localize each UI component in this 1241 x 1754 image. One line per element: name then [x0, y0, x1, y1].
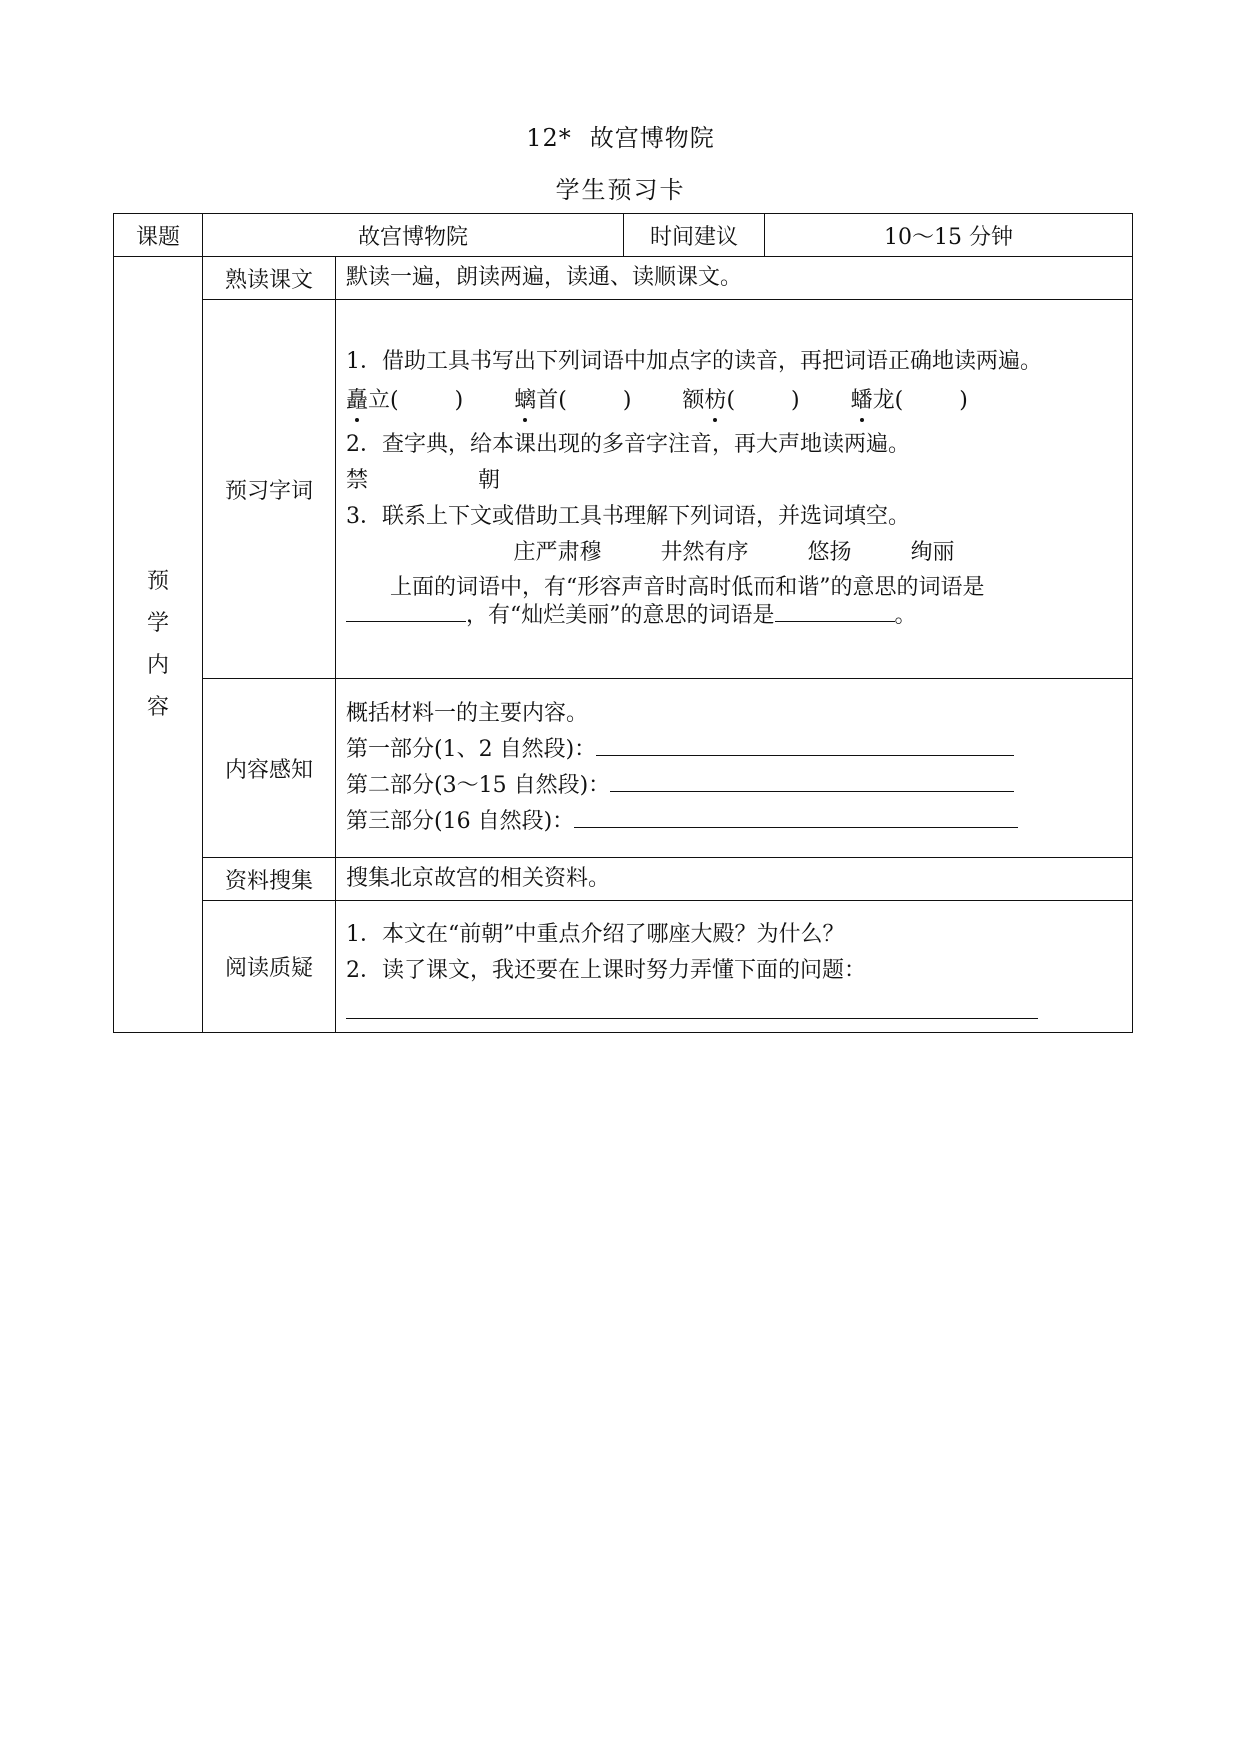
question-1: 1．本文在“前朝”中重点介绍了哪座大殿？为什么？	[346, 922, 845, 947]
close-paren: )	[959, 388, 968, 413]
part-label: 第二部分(3～15 自然段)：	[346, 773, 611, 798]
vocab-q1-words	[346, 386, 1122, 416]
vocab-q3: 3．联系上下文或借助工具书理解下列词语，并选词填空。	[346, 504, 910, 529]
topic-value: 故宫博物院	[203, 214, 624, 257]
content-label: 内容感知	[203, 679, 336, 858]
choice-word: 绚丽	[910, 540, 955, 565]
choice-word: 悠扬	[807, 540, 852, 565]
part-label: 第一部分(1、2 自然段)：	[346, 737, 597, 762]
topic-label: 课题	[114, 214, 203, 257]
close-paren: )	[622, 388, 632, 413]
content-body	[336, 679, 1133, 858]
content-row	[114, 679, 1133, 858]
preview-card-table	[113, 213, 1133, 1033]
word-rest: 龙(	[872, 388, 904, 413]
answer-line[interactable]	[346, 992, 1038, 1019]
section-label-char: 容	[146, 694, 169, 720]
close-paren: )	[791, 388, 800, 413]
close-paren: )	[454, 388, 464, 413]
reading-text: 默读一遍，朗读两遍，读通、读顺课文。	[336, 257, 1133, 300]
questions-body	[336, 901, 1133, 1033]
section-label-char: 预	[146, 568, 169, 594]
vocab-q2: 2．查字典，给本课出现的多音字注音，再大声地读两遍。	[346, 432, 910, 457]
vocab-q1: 1．借助工具书写出下列词语中加点字的读音，再把词语正确地读两遍。	[346, 349, 1042, 374]
vocab-content	[336, 300, 1133, 679]
lesson-title-text: 故宫博物院	[589, 124, 715, 152]
fill-blank[interactable]	[346, 603, 466, 622]
section-label-char: 内	[146, 652, 169, 678]
research-row	[114, 858, 1133, 901]
word-rest: 首(	[536, 388, 567, 413]
questions-row	[114, 901, 1133, 1033]
topic-row	[114, 214, 1133, 257]
content-part	[346, 771, 1122, 801]
word-item	[514, 386, 631, 416]
time-value: 10～15 分钟	[765, 214, 1133, 257]
time-label: 时间建议	[624, 214, 765, 257]
poly-char: 朝	[478, 468, 501, 493]
content-part	[346, 735, 1122, 765]
word-rest: (	[726, 388, 736, 413]
choice-word: 井然有序	[660, 540, 749, 565]
poly-char: 禁	[346, 468, 369, 493]
sentence-end: 。	[894, 603, 917, 628]
vocab-row	[114, 300, 1133, 679]
answer-blank[interactable]	[574, 809, 1018, 828]
vocab-q3-sentence-cont	[346, 602, 1122, 630]
card-title: 学生预习卡	[555, 176, 686, 204]
part-label: 第三部分(16 自然段)：	[346, 809, 575, 834]
word-item	[851, 386, 968, 416]
lesson-title	[0, 118, 1241, 153]
research-text: 搜集北京故宫的相关资料。	[336, 858, 1133, 901]
word-item	[346, 386, 463, 416]
word-pre: 额	[682, 388, 705, 413]
dotted-char: 蟠	[851, 386, 873, 416]
section-label-char: 学	[146, 610, 169, 636]
vocab-q3-sentence	[346, 574, 1122, 602]
lesson-number: 12*	[526, 124, 572, 152]
word-item	[682, 386, 799, 416]
word-rest: 立(	[368, 388, 399, 413]
reading-label: 熟读课文	[203, 257, 336, 300]
answer-blank[interactable]	[596, 737, 1014, 756]
fill-blank[interactable]	[775, 603, 895, 622]
sentence-part: ，有“灿烂美丽”的意思的词语是	[466, 603, 775, 628]
dotted-char: 枋	[704, 386, 726, 416]
dotted-char: 矗	[346, 386, 368, 416]
vocab-q2-chars	[346, 466, 1122, 496]
answer-blank[interactable]	[610, 773, 1014, 792]
choice-word: 庄严肃穆	[513, 540, 602, 565]
content-part	[346, 807, 1122, 837]
content-intro: 概括材料一的主要内容。	[346, 701, 589, 726]
sentence-part: 上面的词语中，有“形容声音时高时低而和谐”的意思的词语是	[390, 575, 985, 600]
dotted-char: 螭	[514, 386, 536, 416]
section-label	[114, 257, 203, 1033]
reading-row	[114, 257, 1133, 300]
research-label: 资料搜集	[203, 858, 336, 901]
questions-label: 阅读质疑	[203, 901, 336, 1033]
vocab-label: 预习字词	[203, 300, 336, 679]
question-2: 2．读了课文，我还要在上课时努力弄懂下面的问题：	[346, 958, 866, 983]
vocab-q3-choices	[346, 538, 1122, 568]
